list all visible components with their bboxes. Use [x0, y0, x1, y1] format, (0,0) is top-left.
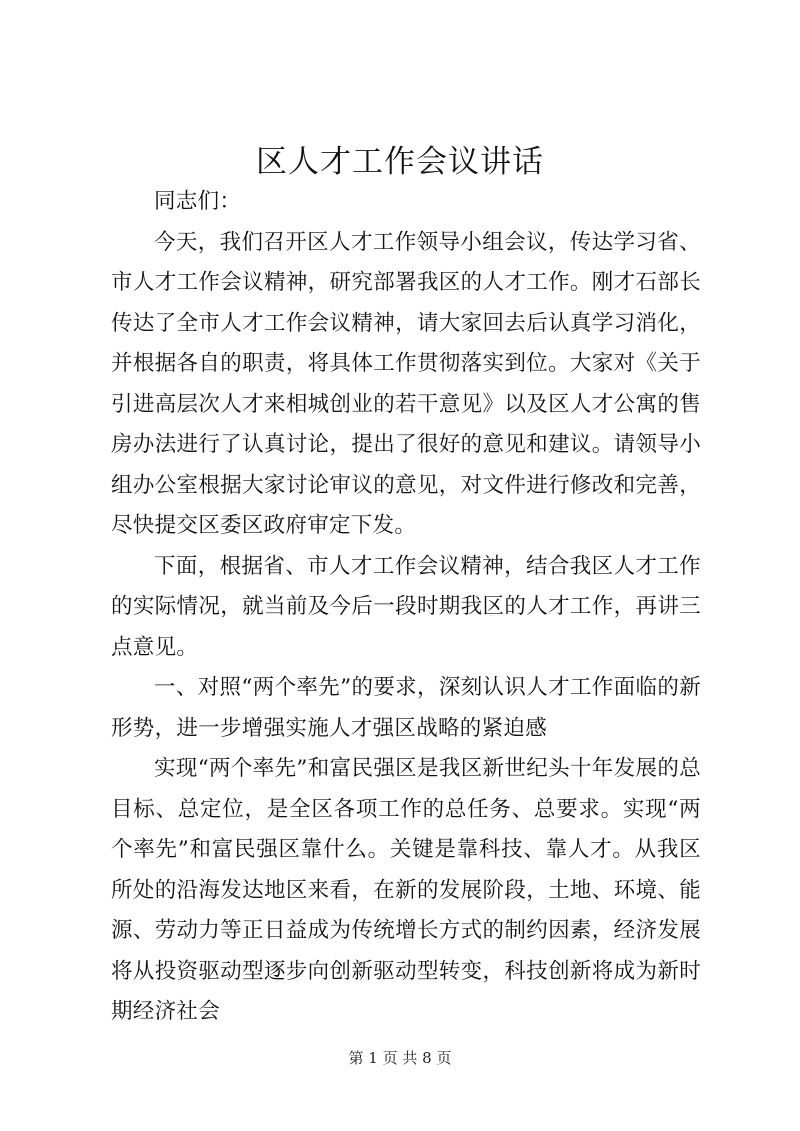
paragraph-salutation: 同志们：	[154, 189, 242, 214]
paragraph-section-1: 实现“两个率先”和富民强区是我区新世纪头十年发展的总目标、总定位，是全区各项工作的总任务、总要求。实现“两个率先”和富民强区靠什么。关键是靠科技、靠人才。从我区所处的沿海发达地区来看，在新的发展阶段，土地、环境、能源、劳动力等正日益成为传统增长方式的制约因素，经济发展将从投资驱动型逐步向创新驱动型转变，科技创新将成为新时期经济社会	[111, 756, 701, 1024]
document-title: 区人才工作会议讲话	[256, 144, 544, 180]
page-number-footer: 第 1 页 共 8 页	[348, 1049, 452, 1067]
paragraph-intro: 下面，根据省、市人才工作会议精神，结合我区人才工作的实际情况，就当前及今后一段时期我区的人才工作，再讲三点意见。	[111, 553, 701, 660]
document-body	[111, 182, 701, 1033]
paragraph-opening: 今天，我们召开区人才工作领导小组会议，传达学习省、市人才工作会议精神，研究部署我区的人才工作。刚才石部长传达了全市人才工作会议精神，请大家回去后认真学习消化，并根据各自的职责，将具体工作贯彻落实到位。大家对《关于引进高层次人才来相城创业的若干意见》以及区人才公寓的售房办法进行了认真讨论，提出了很好的意见和建议。请领导小组办公室根据大家讨论审议的意见，对文件进行修改和完善，尽快提交区委区政府审定下发。	[111, 229, 701, 538]
section-heading-1: 一、对照“两个率先”的要求，深刻认识人才工作面临的新形势，进一步增强实施人才强区战略的紧迫感	[111, 675, 701, 741]
